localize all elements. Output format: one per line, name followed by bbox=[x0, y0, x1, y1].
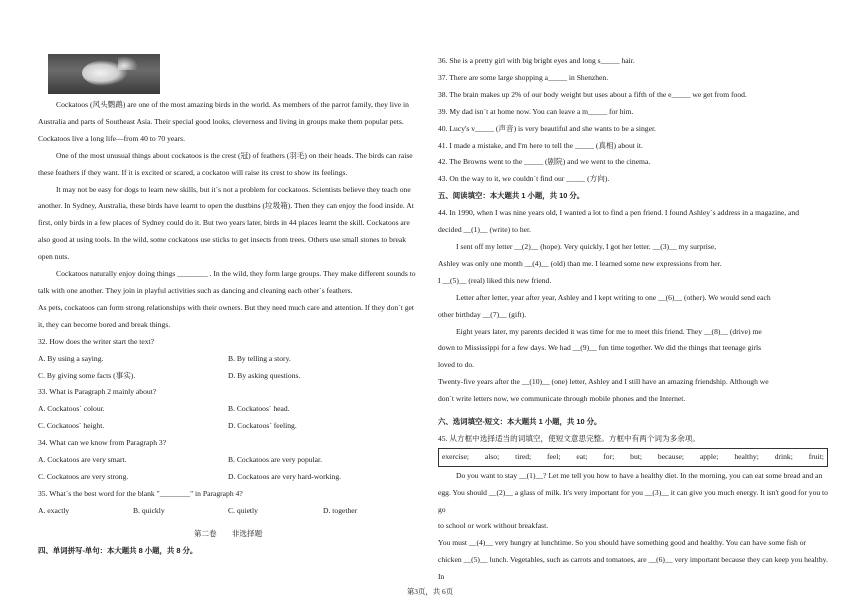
part-two-heading: 第二卷 非选择题 bbox=[193, 528, 263, 538]
passage-paragraph-1: Cockatoos (风头鹦鹉) are one of the most amazing birds in the world. As members of the parrot family, they live in Australia and parts of Southeast Asia. Their special good looks, cleverness and living in groups make them popular pets. Cockatoos live a long life—from 40 to 70 years. bbox=[38, 100, 409, 143]
passage-45-line-1: Do you want to stay __(1)__? Let me tell you how to have a healthy diet. In the morning, you can eat some bread and an bbox=[456, 470, 823, 480]
word-bank-item: for; bbox=[603, 451, 615, 461]
passage-45-line-4: You must __(4)__ very hungry at lunchtime. So you should have something good and healthy. You can have some fish or bbox=[438, 538, 807, 548]
word-bank-box bbox=[438, 448, 828, 467]
passage-44-line-11: Twenty-five years after the __(10)__ (one) letter, Ashley and I still have an amazing friendship. Although we bbox=[438, 377, 769, 387]
passage-paragraph-2: One of the most unusual things about cockatoos is the crest (冠) of feathers (羽毛) on their heads. The birds can raise these feathers if they want. If it is excited or scared, a cockatoo will raise its crest to show its feelings. bbox=[38, 150, 413, 177]
option-34b: B. Cockatoos are very popular. bbox=[228, 455, 323, 465]
option-35a: A. exactly bbox=[38, 505, 70, 515]
option-35b: B. quickly bbox=[133, 505, 165, 515]
option-34c: C. Cockatoos are very strong. bbox=[38, 471, 129, 481]
question-37: 37. There are some large shopping a_____ in Shenzhen. bbox=[438, 72, 609, 82]
cockatoo-photo bbox=[48, 54, 160, 94]
passage-45-line-2: egg. You should __(2)__ a glass of milk. It's very important for you __(3)__ it can give you much energy. It isn't good for you to go bbox=[438, 487, 828, 514]
word-bank-item: healthy; bbox=[734, 451, 759, 461]
question-34-options-2 bbox=[38, 469, 418, 486]
passage-44-line-3: I sent off my letter __(2)__ (hope). Very quickly, I got her letter. __(3)__ my surprise, bbox=[456, 241, 717, 251]
passage-44-line-4: Ashley was only one month __(4)__ (old) than me. I learned some new expressions from her. bbox=[438, 258, 722, 268]
question-42: 42. The Browns went to the _____ (剧院) and we went to the cinema. bbox=[438, 157, 651, 167]
question-36: 36. She is a pretty girl with big bright eyes and long s_____ hair. bbox=[438, 56, 635, 65]
option-35d: D. together bbox=[323, 505, 358, 515]
passage-44-line-12: don`t write letters now, we communicate through mobile phones and the Internet. bbox=[438, 394, 686, 404]
option-35c: C. quietly bbox=[228, 505, 258, 515]
passage-44-line-7: other birthday __(7)__ (gift). bbox=[438, 309, 527, 319]
word-bank-item: tired; bbox=[515, 451, 532, 461]
question-33-options-2 bbox=[38, 418, 418, 435]
option-33a: A. Cockatoos` colour. bbox=[38, 404, 105, 414]
question-41: 41. I made a mistake, and I'm here to tell the _____ (真相) about it. bbox=[438, 140, 643, 150]
section-6-heading: 六、选词填空-短文：本大题共 1 小题，共 10 分。 bbox=[438, 417, 602, 427]
word-bank-item: eat; bbox=[576, 451, 588, 461]
question-33-options bbox=[38, 401, 418, 418]
option-32b: B. By telling a story. bbox=[228, 353, 291, 363]
option-32c: C. By giving some facts (事实). bbox=[38, 370, 136, 380]
option-33c: C. Cockatoos` height. bbox=[38, 421, 105, 431]
option-32d: D. By asking questions. bbox=[228, 370, 301, 380]
question-33: 33. What is Paragraph 2 mainly about? bbox=[38, 387, 157, 397]
passage-44-line-5: I __(5)__ (real) liked this new friend. bbox=[438, 275, 552, 285]
question-32: 32. How does the writer start the text? bbox=[38, 336, 154, 346]
passage-44-line-9: down to Mississippi for a few days. We had __(9)__ fun time together. We did the things that teenage girls bbox=[438, 343, 762, 353]
right-column bbox=[438, 53, 828, 586]
passage-45-line-3: to school or work without breakfast. bbox=[438, 521, 549, 531]
passage-44-line-8: Eight years later, my parents decided it was time for me to meet this friend. They __(8)__ (drive) me bbox=[456, 326, 762, 336]
left-column bbox=[38, 0, 418, 559]
question-34: 34. What can we know from Paragraph 3? bbox=[38, 438, 167, 448]
word-bank-item: drink; bbox=[774, 451, 793, 461]
passage-paragraph-5: As pets, cockatoos can form strong relationships with their owners. But they need much care and attention. If they don`t get it, they can become bored and break things. bbox=[38, 302, 415, 329]
option-32a: A. By using a saying. bbox=[38, 353, 104, 363]
section-5-heading: 五、阅读填空：本大题共 1 小题，共 10 分。 bbox=[438, 191, 585, 201]
passage-paragraph-3: It may not be easy for dogs to learn new skills, but it`s not a problem for cockatoos. Scientists believe they teach one another. In Sydney, Australia, these birds have learnt to open the dustbins (垃圾箱). Then they can enjoy the food inside. At first, only birds in a few places of Sydney could do it. But two years later, birds in 44 places learnt the skill. Cockatoos are also good at using tools. In the wild, some cockatoos use sticks to get insects from trees. Others use small stones to break open nuts. bbox=[38, 184, 414, 262]
passage-44-line-1: 44. In 1990, when I was nine years old, I wanted a lot to find a pen friend. I found Ashley`s address in a magazine, and bbox=[438, 208, 800, 218]
question-35: 35. What`s the best word for the blank "________" in Paragraph 4? bbox=[38, 488, 243, 498]
passage-45-line-5: chicken __(5)__ lunch. Vegetables, such as carrots and tomatoes, are __(6)__ very important because they can keep you healthy. In bbox=[438, 555, 828, 582]
question-32-options-2 bbox=[38, 368, 418, 385]
option-34a: A. Cockatoos are very smart. bbox=[38, 455, 127, 465]
question-32-options bbox=[38, 351, 418, 368]
question-43: 43. On the way to it, we couldn`t find our _____ (方向). bbox=[438, 174, 610, 184]
question-35-options bbox=[38, 503, 418, 520]
section-4-heading: 四、单词拼写-单句：本大题共 8 小题，共 8 分。 bbox=[38, 545, 198, 555]
page-footer: 第3页，共 6页 bbox=[406, 587, 454, 596]
question-40: 40. Lucy's v_____ (声音) is very beautiful and she wants to be a singer. bbox=[438, 123, 656, 133]
question-38: 38. The brain makes up 2% of our body weight but uses about a fifth of the e_____ we get from food. bbox=[438, 89, 747, 99]
word-bank-item: but; bbox=[630, 451, 642, 461]
passage-44-line-2: decided __(1)__ (write) to her. bbox=[438, 225, 531, 235]
passage-44-line-10: loved to do. bbox=[438, 360, 475, 370]
cockatoo-crest-shape bbox=[118, 56, 138, 70]
question-39: 39. My dad isn`t at home now. You can leave a m_____ for him. bbox=[438, 106, 634, 116]
option-33b: B. Cockatoos` head. bbox=[228, 404, 290, 414]
word-bank-item: also; bbox=[484, 451, 500, 461]
word-bank-item: fruit; bbox=[808, 451, 824, 461]
word-bank-item: because; bbox=[657, 451, 684, 461]
word-bank-item: apple; bbox=[699, 451, 719, 461]
passage-44-line-6: Letter after letter, year after year, Ashley and I kept writing to one __(6)__ (other). We would send each bbox=[456, 292, 771, 302]
word-bank-item: feel; bbox=[547, 451, 561, 461]
passage-paragraph-4: Cockatoos naturally enjoy doing things ________ . In the wild, they form large groups. They make different sounds to talk with one another. They join in playful activities such as dancing and cleaning each other`s feathers. bbox=[38, 269, 416, 295]
option-33d: D. Cockatoos` feeling. bbox=[228, 421, 297, 431]
word-bank-item: exercise; bbox=[442, 451, 469, 461]
question-34-options bbox=[38, 452, 418, 469]
option-34d: D. Cockatoos are very hard-working. bbox=[228, 471, 342, 481]
question-45-instruction: 45. 从方框中选择适当的词填空，使短文意思完整。方框中有两个词为多余项。 bbox=[438, 433, 700, 443]
